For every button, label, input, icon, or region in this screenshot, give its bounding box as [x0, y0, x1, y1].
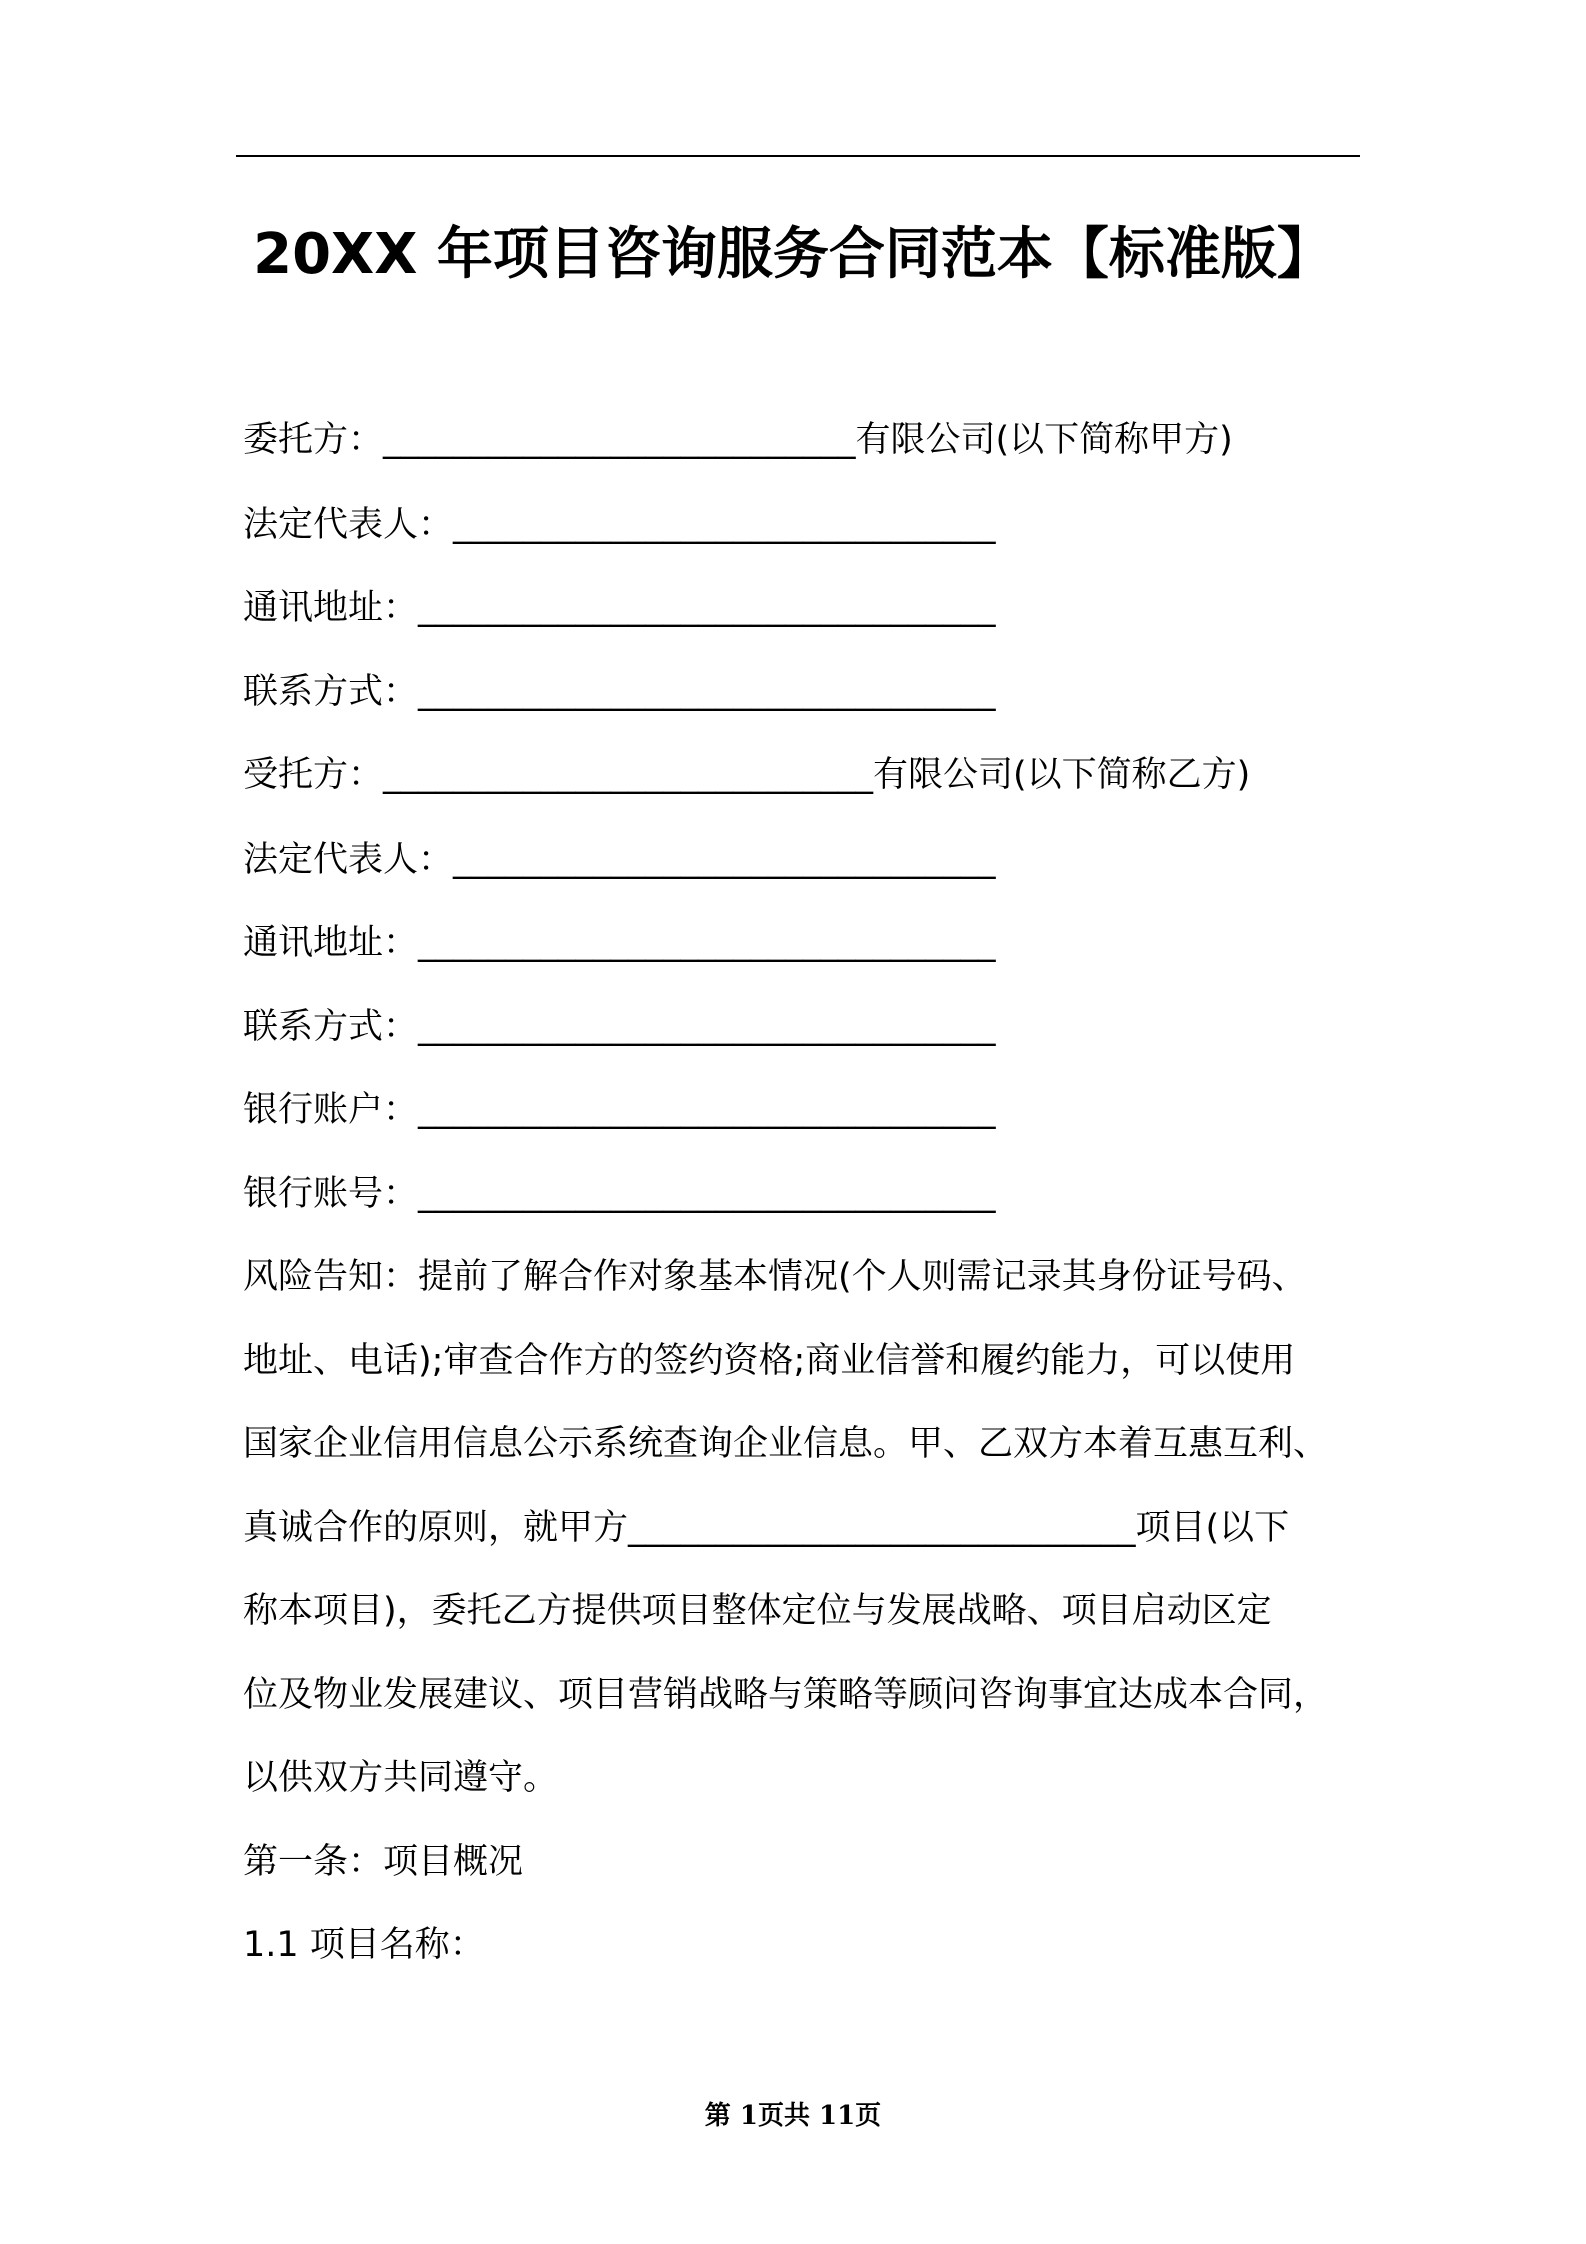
party-b-contact-line: 联系方式：_________________________________	[243, 1007, 996, 1047]
party-b-bank-account-line: 银行账户：_________________________________	[243, 1090, 996, 1130]
body-line: 真诚合作的原则，就甲方_____________________________项目(以下	[243, 1508, 1290, 1548]
article-1-item-1-1: 1.1 项目名称：	[243, 1925, 485, 1965]
body-line: 风险告知：提前了解合作对象基本情况(个人则需记录其身份证号码、	[243, 1257, 1307, 1297]
header-rule	[236, 155, 1360, 157]
body-line: 国家企业信用信息公示系统查询企业信息。甲、乙双方本着互惠互利、	[243, 1424, 1329, 1464]
party-a-name-line: 委托方：___________________________有限公司(以下简称甲方)	[243, 420, 1233, 460]
body-line: 以供双方共同遵守。	[243, 1758, 559, 1798]
party-a-address-line: 通讯地址：_________________________________	[243, 588, 996, 628]
body-line: 地址、电话);审查合作方的签约资格;商业信誉和履约能力，可以使用	[243, 1341, 1296, 1381]
party-a-contact-line: 联系方式：_________________________________	[243, 672, 996, 712]
party-a-rep-line: 法定代表人：_______________________________	[243, 505, 996, 545]
body-line: 称本项目)，委托乙方提供项目整体定位与发展战略、项目启动区定	[243, 1591, 1272, 1631]
party-b-rep-line: 法定代表人：_______________________________	[243, 840, 996, 880]
body-line: 位及物业发展建议、项目营销战略与策略等顾问咨询事宜达成本合同，	[243, 1675, 1329, 1715]
party-b-address-line: 通讯地址：_________________________________	[243, 923, 996, 963]
party-b-name-line: 受托方：____________________________有限公司(以下简称乙方)	[243, 755, 1251, 795]
article-1-heading: 第一条：项目概况	[243, 1842, 524, 1882]
party-b-bank-number-line: 银行账号：_________________________________	[243, 1174, 996, 1214]
page-footer: 第 1页共 11页	[704, 2101, 882, 2131]
document-title: 20XX 年项目咨询服务合同范本【标准版】	[253, 222, 1333, 287]
